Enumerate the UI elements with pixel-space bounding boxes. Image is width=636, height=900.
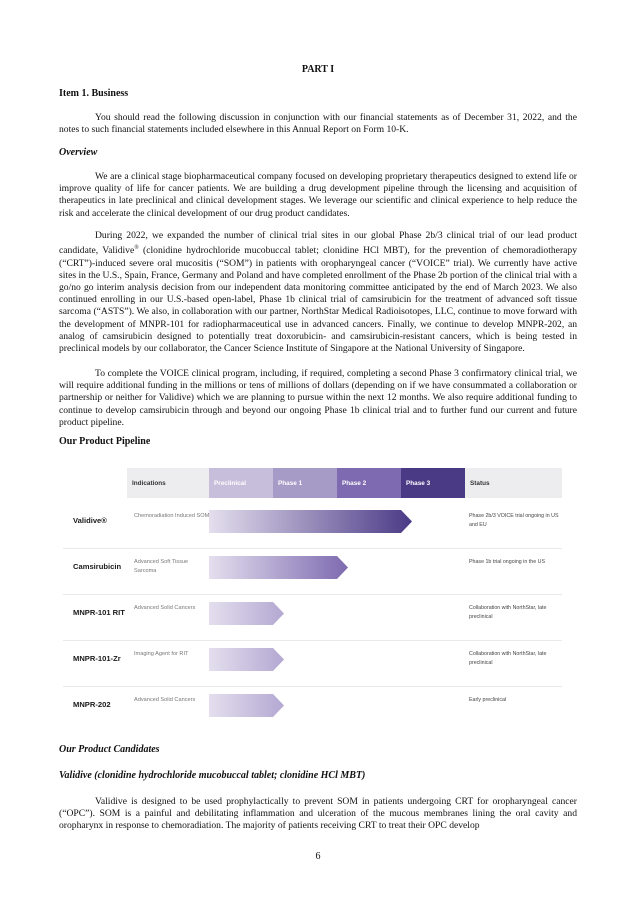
pipeline-progress-bar	[209, 694, 285, 717]
validive-heading: Validive (clonidine hydrochloride mucobuccal tablet; clonidine HCl MBT)	[59, 770, 366, 781]
pipeline-progress-bar	[209, 556, 349, 579]
pipeline-progress-bar	[209, 648, 285, 671]
pipeline-heading: Our Product Pipeline	[59, 436, 151, 447]
pipeline-drug-name: MNPR-101 RIT	[73, 608, 125, 617]
pipeline-indication: Imaging Agent for RIT	[134, 651, 189, 657]
header-phase-1: Phase 1	[273, 468, 337, 498]
header-indications: Indications	[127, 468, 209, 498]
pipeline-drug-name: Camsirubicin	[73, 562, 122, 571]
item-heading: Item 1. Business	[59, 88, 129, 99]
pipeline-progress-bar	[209, 602, 285, 625]
pipeline-chart	[63, 468, 562, 718]
pipeline-status: Phase 1b trial ongoing in the US	[469, 559, 545, 565]
overview-paragraph-3: To complete the VOICE clinical program, including, if required, completing a second Phase 3 confirmatory clinical trial, we will require additional funding in the millions or tens of millions of dollars (depending on if we have consummated a collaboration or partnership or neither for Validive) which we are planning to pursue within the next 12 months. We also require additional funding to continue to develop camsirubicin through and beyond our ongoing Phase 1b clinical trial and to further fund our current and future product pipeline.	[59, 368, 577, 428]
header-phase-3: Phase 3	[401, 468, 465, 498]
header-status: Status	[465, 468, 562, 498]
pipeline-row-divider	[63, 686, 562, 687]
pipeline-row-divider	[63, 640, 562, 641]
pipeline-indication: Advanced Solid Cancers	[134, 697, 196, 703]
overview-paragraph-1: We are a clinical stage biopharmaceutical company focused on developing proprietary therapeutics designed to extend life or improve quality of life for cancer patients. We are building a drug development pipeline through the licensing and acquisition of therapeutics in late preclinical and clinical development stages. We leverage our scientific and clinical experience to help reduce the risk and accelerate the clinical development of our drug product candidates.	[59, 171, 577, 219]
overview-heading: Overview	[59, 147, 98, 158]
overview-p2-text-a: During 2022, we expanded the number of clinical trial sites in our global Phase 2b/3 clinical trial of our lead product candidate, Validive	[59, 230, 577, 257]
pipeline-status: Early preclinical	[469, 697, 507, 703]
header-phase-2: Phase 2	[337, 468, 401, 498]
part-title: PART I	[301, 64, 335, 75]
pipeline-row-divider	[63, 594, 562, 595]
pipeline-status: Collaboration with NorthStar, late preclinical	[469, 605, 547, 620]
page-number: 6	[315, 851, 321, 862]
overview-p2-text-b: (clonidine hydrochloride mucobuccal tablet; clonidine HCl MBT), for the prevention of chemoradiotherapy (“CRT”)-induced severe oral mucositis (“SOM”) in patients with oropharyngeal cancer (“VOICE” trial). We currently have active sites in the U.S., Spain, France, Germany and Poland and have completed enrollment of the Phase 2b portion of the clinical trial with a go/no go interim analysis decision from our independent data monitoring committee anticipated by the end of March 2023. We also continued enrolling in our U.S.-based open-label, Phase 1b clinical trial of camsirubicin for the treatment of advanced soft tissue sarcoma (“ASTS”). We also, in collaboration with our partner, NorthStar Medical Radioisotopes, LLC, continue to move forward with the development of MNPR-101 for radiopharmaceutical use in advanced cancers. Finally, we continue to develop MNPR-202, an analog of camsirubicin designed to potentially treat doxorubicin- and camsirubicin-resistant cancers, which is being tested in preclinical models by our collaborator, the Cancer Science Institute of Singapore at the National University of Singapore.	[59, 245, 577, 355]
header-preclinical: Preclinical	[209, 468, 273, 498]
pipeline-status: Collaboration with NorthStar, late preclinical	[469, 651, 547, 666]
pipeline-drug-name: MNPR-101-Zr	[73, 654, 121, 663]
candidates-heading: Our Product Candidates	[59, 744, 160, 755]
overview-paragraph-2	[59, 230, 577, 355]
pipeline-drug-name: Validive®	[73, 516, 107, 525]
pipeline-drug-name: MNPR-202	[73, 700, 111, 709]
pipeline-progress-bar	[209, 510, 413, 533]
validive-paragraph: Validive is designed to be used prophylactically to prevent SOM in patients undergoing CRT for oropharyngeal cancer (“OPC”). SOM is a painful and debilitating inflammation and ulceration of the mucous membranes lining the oral cavity and oropharynx in response to chemoradiation. The majority of patients receiving CRT to treat their OPC develop	[59, 796, 577, 832]
pipeline-row-divider	[63, 548, 562, 549]
pipeline-indication: Advanced Soft Tissue Sarcoma	[134, 559, 189, 574]
pipeline-indication: Chemoradiation Induced SOM	[134, 513, 210, 519]
pipeline-status: Phase 2b/3 VOICE trial ongoing in US and EU	[469, 513, 559, 528]
pipeline-indication: Advanced Solid Cancers	[134, 605, 196, 611]
intro-paragraph: You should read the following discussion in conjunction with our financial statements as of December 31, 2022, and the notes to such financial statements included elsewhere in this Annual Report on Form 10-K.	[59, 112, 577, 136]
registered-mark: ®	[134, 245, 139, 252]
